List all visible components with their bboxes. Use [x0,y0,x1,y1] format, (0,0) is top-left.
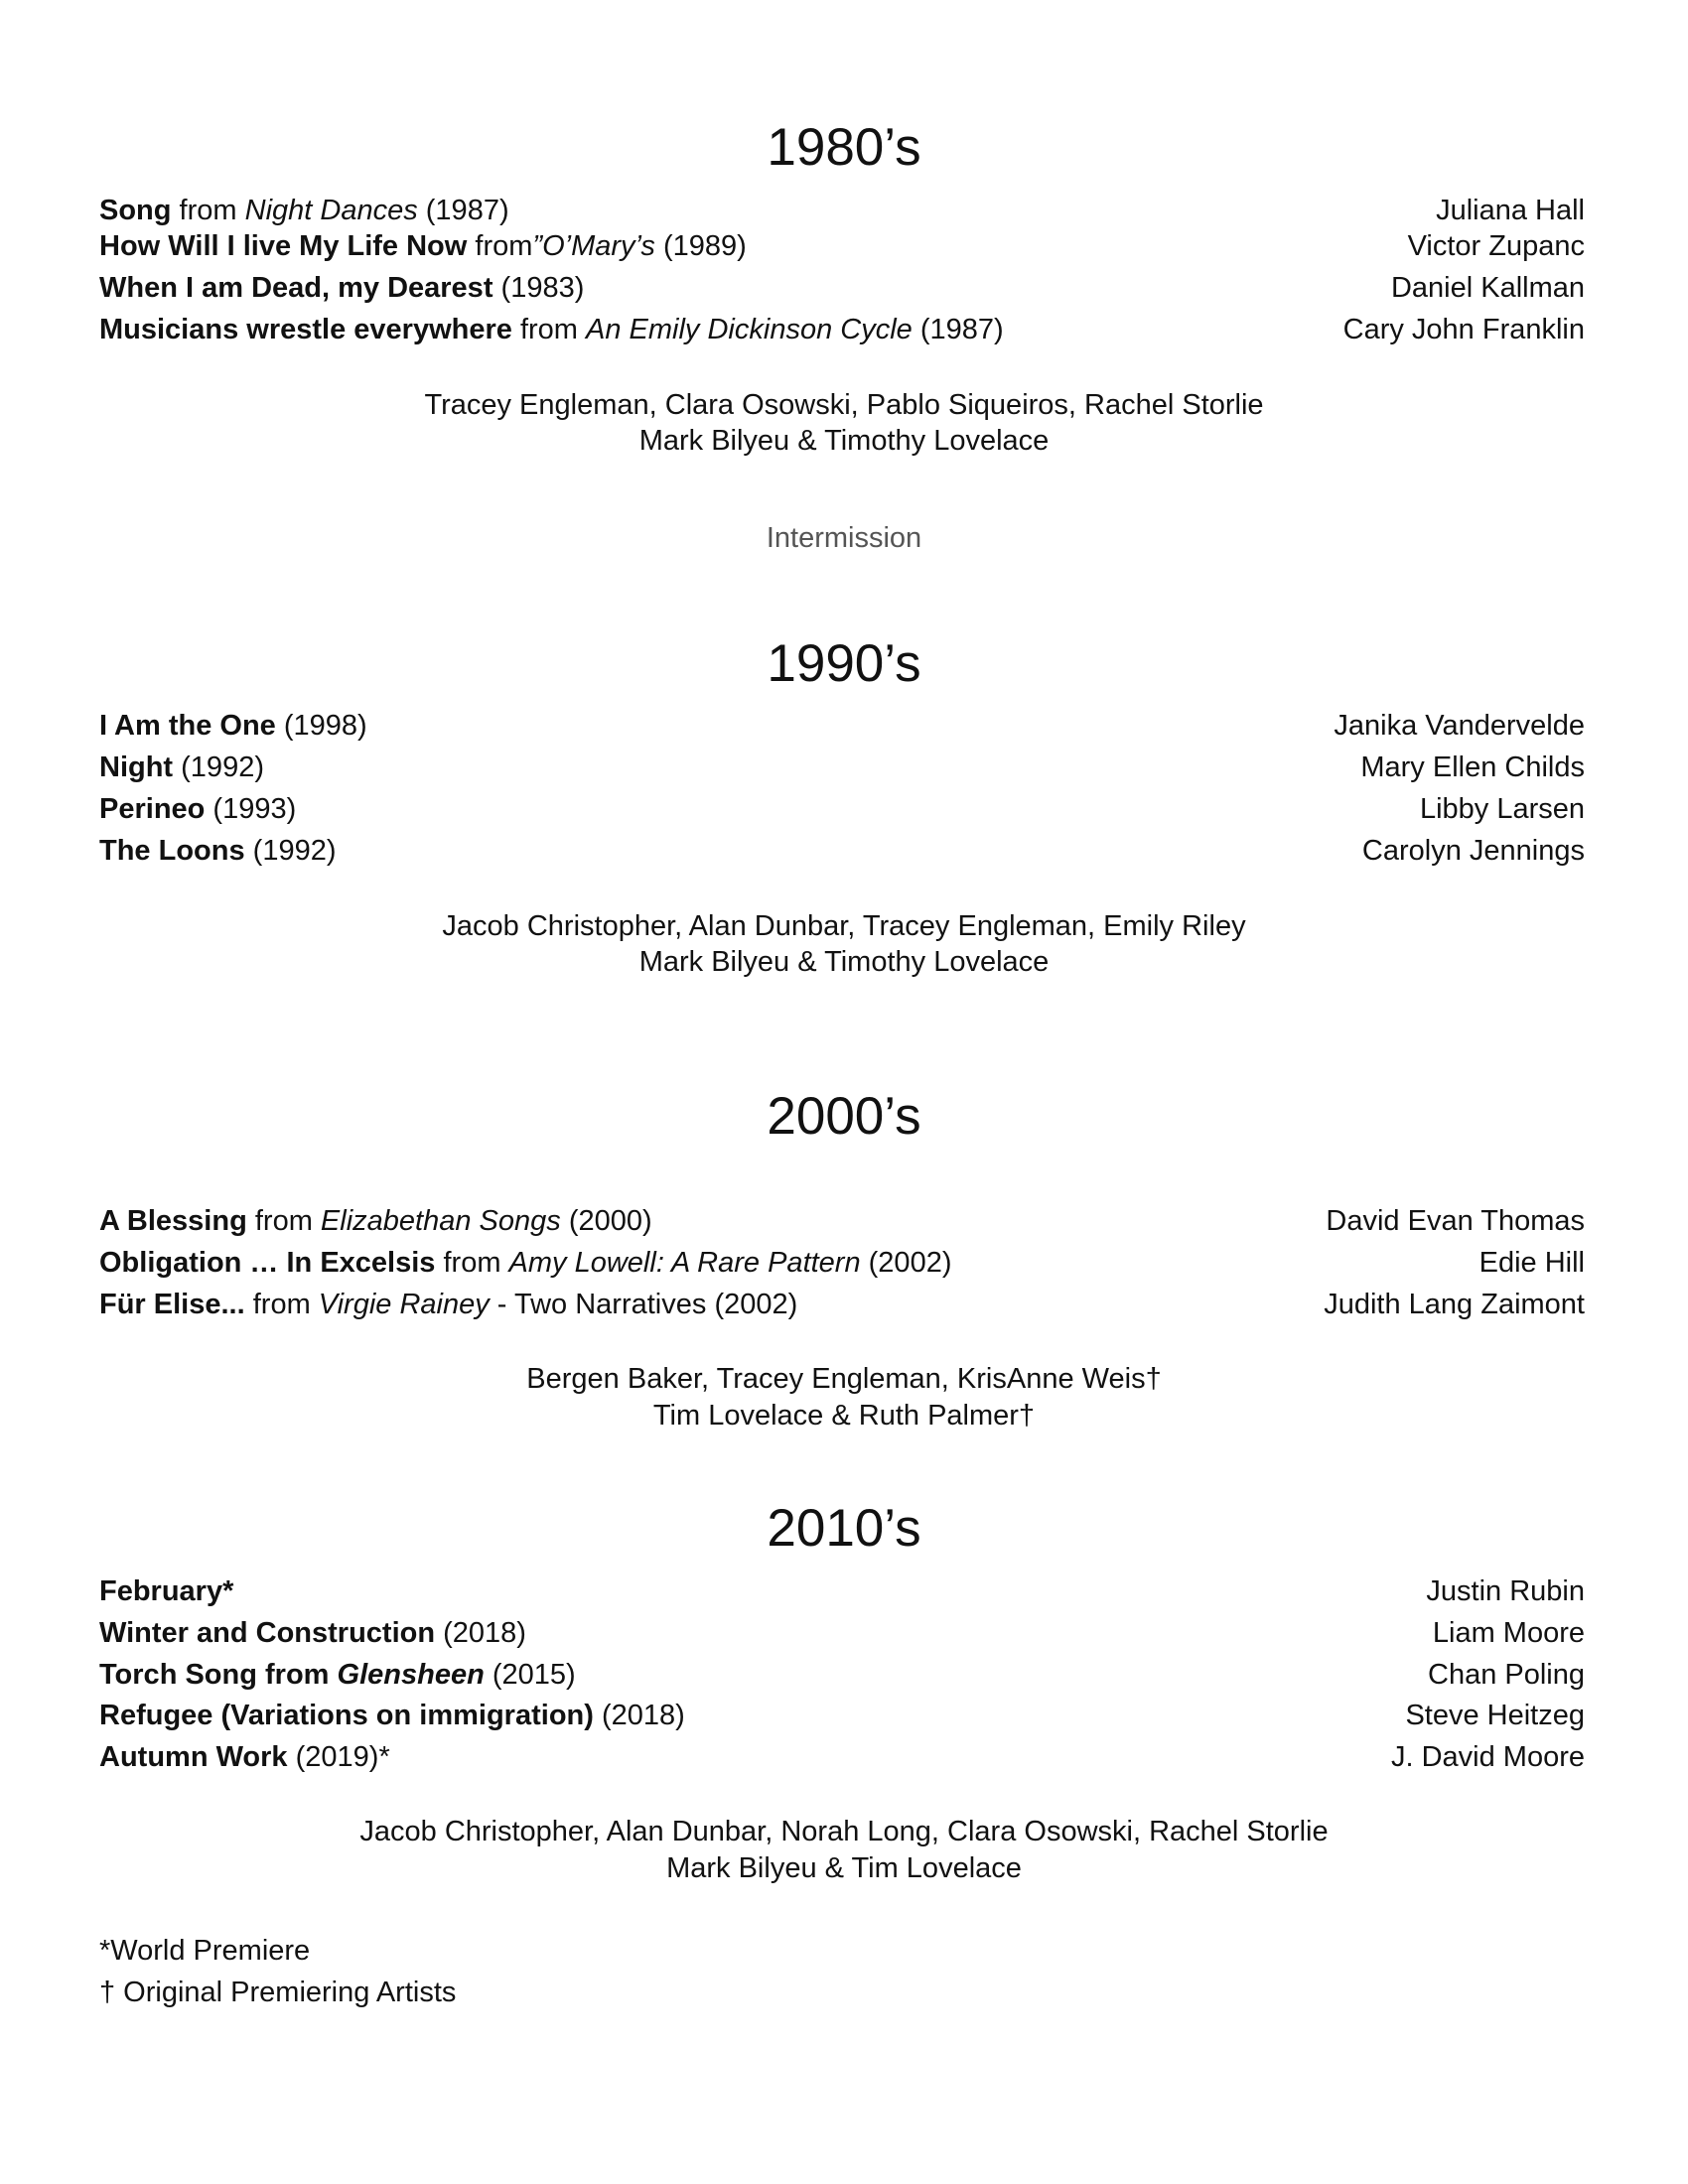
piece-title: Autumn Work (2019)* [99,1741,390,1773]
composer-name: Janika Vandervelde [1334,710,1585,742]
pianists-line: Mark Bilyeu & Tim Lovelace [666,1852,1022,1884]
composer-name: Carolyn Jennings [1361,835,1585,867]
intermission-label: Intermission [766,522,922,554]
program-row [99,1658,1585,1693]
composer-name: Libby Larsen [1419,793,1585,825]
composer-name: Mary Ellen Childs [1360,751,1585,783]
piece-title: Night (1992) [99,751,264,783]
program-row [99,271,1585,306]
footnote-world-premiere: *World Premiere [99,1935,311,1967]
program-row [99,1699,1585,1733]
piece-title: Refugee (Variations on immigration) (2018) [99,1700,685,1731]
program-row [99,1574,1585,1609]
composer-name: Edie Hill [1478,1247,1585,1279]
program-row [99,1204,1585,1239]
performers-line: Tracey Engleman, Clara Osowski, Pablo Siqueiros, Rachel Storlie [424,389,1264,421]
composer-name: Cary John Franklin [1342,314,1585,345]
program-row [99,1246,1585,1281]
performers-line: Bergen Baker, Tracey Engleman, KrisAnne Weis† [526,1363,1162,1395]
composer-name: Chan Poling [1428,1659,1585,1691]
section-heading-2010s: 2010’s [767,1499,921,1558]
piece-title: A Blessing from Elizabethan Songs (2000) [99,1205,652,1237]
composer-name: Steve Heitzeg [1405,1700,1585,1731]
performers-line: Jacob Christopher, Alan Dunbar, Tracey Engleman, Emily Riley [442,910,1246,942]
piece-title: Musicians wrestle everywhere from An Emily Dickinson Cycle (1987) [99,314,1004,345]
performers-line: Jacob Christopher, Alan Dunbar, Norah Long, Clara Osowski, Rachel Storlie [359,1816,1329,1847]
composer-name: Justin Rubin [1426,1575,1585,1607]
pianists-line: Mark Bilyeu & Timothy Lovelace [638,946,1050,978]
pianists-line: Tim Lovelace & Ruth Palmer† [652,1400,1036,1432]
program-row [99,1616,1585,1651]
piece-title: Winter and Construction (2018) [99,1617,526,1649]
program-row [99,1288,1585,1322]
composer-name: Daniel Kallman [1390,272,1585,304]
piece-title: February* [99,1575,234,1607]
composer-name: J. David Moore [1390,1741,1585,1773]
piece-title: Perineo (1993) [99,793,297,825]
program-row [99,229,1585,264]
composer-name: Juliana Hall [1436,195,1585,226]
piece-title: Song from Night Dances (1987) [99,195,509,226]
program-row [99,792,1585,827]
pianists-line: Mark Bilyeu & Timothy Lovelace [638,425,1050,457]
composer-name: Victor Zupanc [1407,230,1585,262]
composer-name: Liam Moore [1432,1617,1585,1649]
composer-name: David Evan Thomas [1326,1205,1585,1237]
program-row [99,709,1585,744]
piece-title: The Loons (1992) [99,835,337,867]
piece-title: When I am Dead, my Dearest (1983) [99,272,585,304]
section-heading-1990s: 1990’s [767,634,921,693]
piece-title: I Am the One (1998) [99,710,367,742]
composer-name: Judith Lang Zaimont [1324,1289,1585,1320]
piece-title: Für Elise... from Virgie Rainey - Two Narratives (2002) [99,1289,798,1320]
section-heading-1980s: 1980’s [767,118,921,177]
program-row [99,751,1585,785]
section-heading-2000s: 2000’s [767,1087,921,1146]
piece-title: Obligation … In Excelsis from Amy Lowell: A Rare Pattern (2002) [99,1247,952,1279]
program-row [99,313,1585,347]
program-row [99,194,1585,228]
piece-title: How Will I live My Life Now from”O’Mary’s (1989) [99,230,747,262]
program-row [99,834,1585,869]
footnote-original-artists: † Original Premiering Artists [99,1977,457,2008]
piece-title: Torch Song from Glensheen (2015) [99,1659,576,1691]
program-row [99,1740,1585,1775]
